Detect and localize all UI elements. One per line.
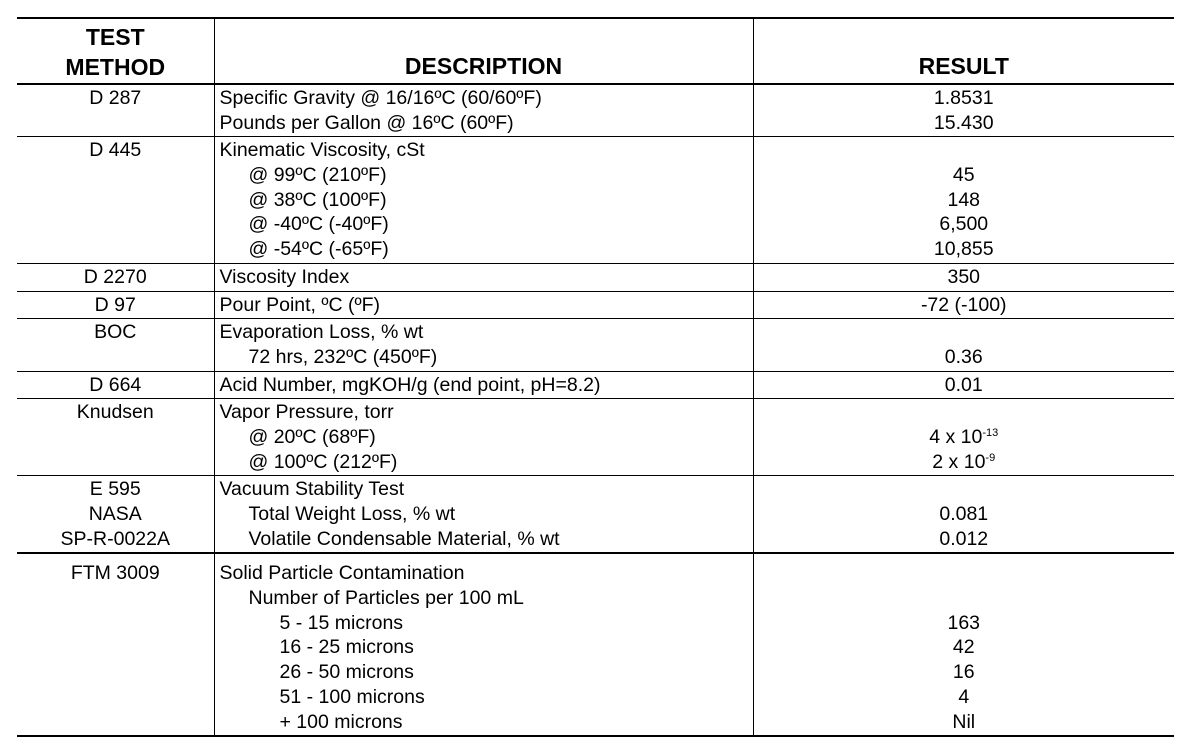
method-cell: BOC [17, 319, 214, 371]
result-cell [753, 399, 1174, 476]
description-cell: Vapor Pressure, torr @ 20ºC (68ºF) @ 100ºC (212ºF) [214, 399, 753, 476]
result-cell: 0.36 [753, 319, 1174, 371]
description-cell: Pour Point, ºC (ºF) [214, 291, 753, 319]
description-cell: Specific Gravity @ 16/16ºC (60/60ºF) Pounds per Gallon @ 16ºC (60ºF) [214, 84, 753, 137]
method-cell: D 287 [17, 84, 214, 137]
row-d287 [17, 84, 1174, 137]
row-d664 [17, 371, 1174, 399]
result-cell: 1.8531 15.430 [753, 84, 1174, 137]
result-cell: 45 148 6,500 10,855 [753, 137, 1174, 263]
description-cell: Solid Particle Contamination Number of Particles per 100 mL 5 - 15 microns 16 - 25 microns 26 - 50 microns 51 - 100 microns + 100 microns [214, 553, 753, 736]
description-cell: Acid Number, mgKOH/g (end point, pH=8.2) [214, 371, 753, 399]
header-description: DESCRIPTION [214, 18, 753, 84]
row-knudsen [17, 399, 1174, 476]
method-cell: D 2270 [17, 263, 214, 291]
row-e595 [17, 476, 1174, 554]
header-row [17, 18, 1174, 84]
method-cell: D 664 [17, 371, 214, 399]
test-results-table [17, 17, 1174, 737]
row-d445 [17, 137, 1174, 263]
row-d97 [17, 291, 1174, 319]
description-cell: Kinematic Viscosity, cSt @ 99ºC (210ºF) @ 38ºC (100ºF) @ -40ºC (-40ºF) @ -54ºC (-65ºF) [214, 137, 753, 263]
row-boc [17, 319, 1174, 371]
result-cell: 0.081 0.012 [753, 476, 1174, 554]
row-ftm3009 [17, 553, 1174, 736]
description-cell: Viscosity Index [214, 263, 753, 291]
row-d2270 [17, 263, 1174, 291]
method-cell: E 595 NASA SP-R-0022A [17, 476, 214, 554]
vapor-pressure-100c: 2 x $10^{-9}$ [932, 450, 996, 473]
method-cell: Knudsen [17, 399, 214, 476]
result-cell: 163 42 16 4 Nil [753, 553, 1174, 736]
header-test-label: TEST [85, 24, 145, 50]
test-results-sheet [17, 17, 1174, 737]
header-method-label: METHOD [65, 54, 166, 80]
result-cell: 0.01 [753, 371, 1174, 399]
vapor-pressure-20c: 4 x $10^{-13}$ [929, 425, 999, 448]
method-cell: FTM 3009 [17, 553, 214, 736]
result-cell: -72 (-100) [753, 291, 1174, 319]
header-result: RESULT [753, 18, 1174, 84]
method-cell: D 97 [17, 291, 214, 319]
method-cell: D 445 [17, 137, 214, 263]
header-test-method [17, 18, 214, 84]
description-cell: Evaporation Loss, % wt 72 hrs, 232ºC (450ºF) [214, 319, 753, 371]
description-cell: Vacuum Stability Test Total Weight Loss, % wt Volatile Condensable Material, % wt [214, 476, 753, 554]
result-cell: 350 [753, 263, 1174, 291]
